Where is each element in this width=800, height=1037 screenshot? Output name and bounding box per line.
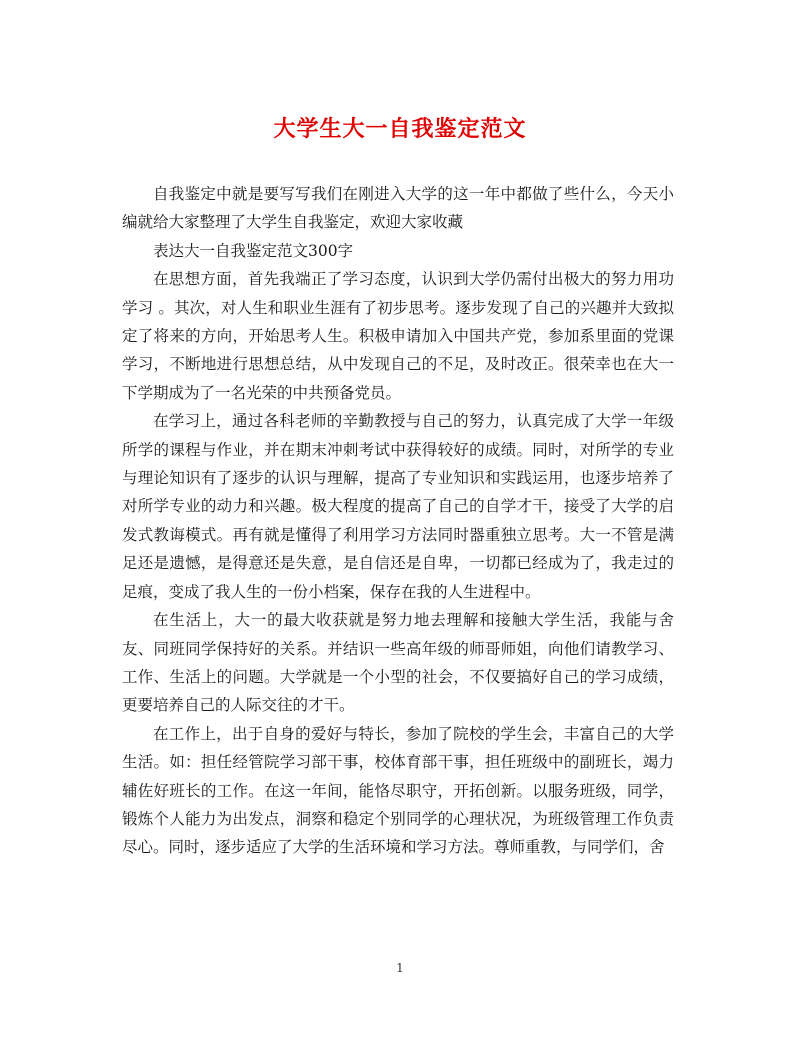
document-title: 大学生大一自我鉴定范文 [273,116,527,142]
page-number: 1 [396,961,404,975]
intro-paragraph: 自我鉴定中就是要写写我们在刚进入大学的这一年中都做了些什么，今天小编就给大家整理了大学生自我鉴定，欢迎大家收藏 [122,185,674,232]
document-body [122,180,674,862]
thought-paragraph: 在思想方面，首先我端正了学习态度，认识到大学仍需付出极大的努力用功学习 。其次，对人生和职业生涯有了初步思考。逐步发现了自己的兴趣并大致拟定了将来的方向，开始思考人生。积极申请加入中国共产党，参加系里面的党课学习，不断地进行思想总结，从中发现自己的不足，及时改正。很荣幸也在大一下学期成为了一名光荣的中共预备党员。 [122,270,674,402]
section-heading: 表达大一自我鉴定范文300字 [153,241,354,260]
life-paragraph: 在生活上，大一的最大收获就是努力地去理解和接触大学生活，我能与舍友、同班同学保持好的关系。并结识一些高年级的师哥师姐，向他们请教学习、工作、生活上的问题。大学就是一个小型的社会，不仅要搞好自己的学习成绩，更要培养自己的人际交往的才干。 [122,611,674,715]
work-paragraph: 在工作上，出于自身的爱好与特长，参加了院校的学生会，丰富自己的大学生活。如：担任经管院学习部干事，校体育部干事，担任班级中的副班长，竭力辅佐好班长的工作。在这一年间，能恪尽职守，开拓创新。以服务班级，同学，锻炼个人能力为出发点，洞察和稳定个别同学的心理状况，为班级管理工作负责尽心。同时，逐步适应了大学的生活环境和学习方法。尊师重教，与同学们，舍 [122,724,674,857]
study-paragraph: 在学习上，通过各科老师的辛勤教授与自己的努力，认真完成了大学一年级所学的课程与作业，并在期末冲刺考试中获得较好的成绩。同时，对所学的专业与理论知识有了逐步的认识与理解，提高了专业知识和实践运用，也逐步培养了对所学专业的动力和兴趣。极大程度的提高了自己的自学才干，接受了大学的启发式教诲模式。再有就是懂得了利用学习方法同时器重独立思考。大一不管是满足还是遗憾，是得意还是失意，是自信还是自卑，一切都已经成为了，我走过的足痕，变成了我人生的一份小档案，保存在我的人生进程中。 [122,412,674,601]
